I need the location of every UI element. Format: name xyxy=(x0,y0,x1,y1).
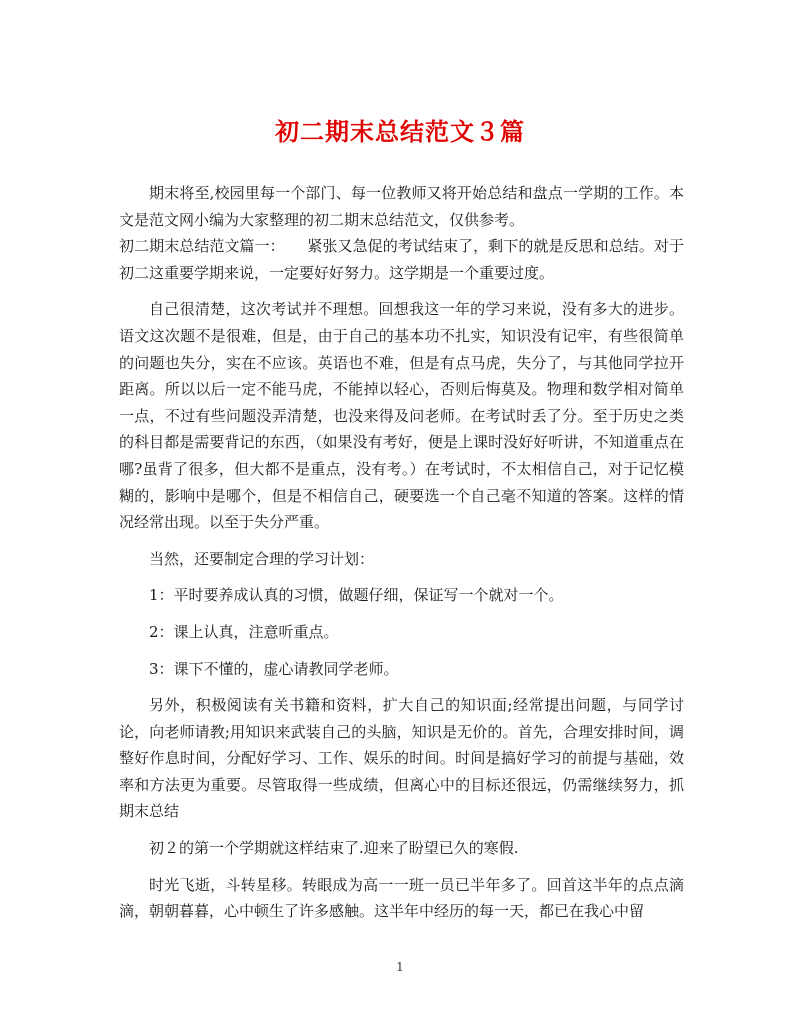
document-title: 初二期末总结范文３篇 xyxy=(275,117,525,146)
paragraph-time-flies: 时光飞逝，斗转星移。转眼成为高一一班一员已半年多了。回首这半年的点点滴滴，朝朝暮暮，心中顿生了许多感触。这半年中经历的每一天，都已在我心中留 xyxy=(119,875,684,921)
paragraph-intro: 期末将至,校园里每一个部门、每一位教师又将开始总结和盘点一学期的工作。本文是范文网小编为大家整理的初二期末总结范文，仅供参考。 xyxy=(119,184,684,229)
paragraph-study-plan-heading: 当然，还要制定合理的学习计划： xyxy=(149,549,375,568)
plan-item-1: 1：平时要养成认真的习惯，做题仔细，保证写一个就对一个。 xyxy=(149,586,564,605)
plan-item-3: 3：课下不懂的，虚心请教同学老师。 xyxy=(149,659,399,678)
paragraph-additional-plan: 另外，积极阅读有关书籍和资料，扩大自己的知识面;经常提出问题，与同学讨论，向老师请教;用知识来武装自己的头脑，知识是无价的。首先，合理安排时间，调整好作息时间，分配好学习、工作、娱乐的时间。时间是搞好学习的前提与基础，效率和方法更为重要。尽管取得一些成绩，但离心中的目标还很远，仍需继续努力，抓期末总结 xyxy=(119,696,684,821)
paragraph-exam-reflection: 自己很清楚，这次考试并不理想。回想我这一年的学习来说，没有多大的进步。语文这次题不是很难，但是，由于自己的基本功不扎实，知识没有记牢，有些很简单的问题也失分，实在不应该。英语也不难，但是有点马虎，失分了，与其他同学拉开距离。所以以后一定不能马虎，不能掉以轻心，否则后悔莫及。物理和数学相对简单一点，不过有些问题没弄清楚，也没来得及问老师。在考试时丢了分。至于历史之类的科目都是需要背记的东西，（如果没有考好，便是上课时没好好听讲，不知道重点在哪?虽背了很多，但大都不是重点，没有考。）在考试时，不太相信自己，对于记忆模糊的，影响中是哪个，但是不相信自己，硬要选一个自己毫不知道的答案。这样的情况经常出现。以至于失分严重。 xyxy=(119,300,684,532)
paragraph-article-one-heading: 初二期末总结范文篇一： 紧张又急促的考试结束了，剩下的就是反思和总结。对于初二这重要学期来说，一定要好好努力。这学期是一个重要过度。 xyxy=(119,237,684,282)
document-body xyxy=(119,180,684,925)
page-number: 1 xyxy=(396,960,404,974)
paragraph-semester-end: 初２的第一个学期就这样结束了.迎来了盼望已久的寒假. xyxy=(149,839,519,858)
plan-item-2: 2：课上认真，注意听重点。 xyxy=(149,622,339,641)
